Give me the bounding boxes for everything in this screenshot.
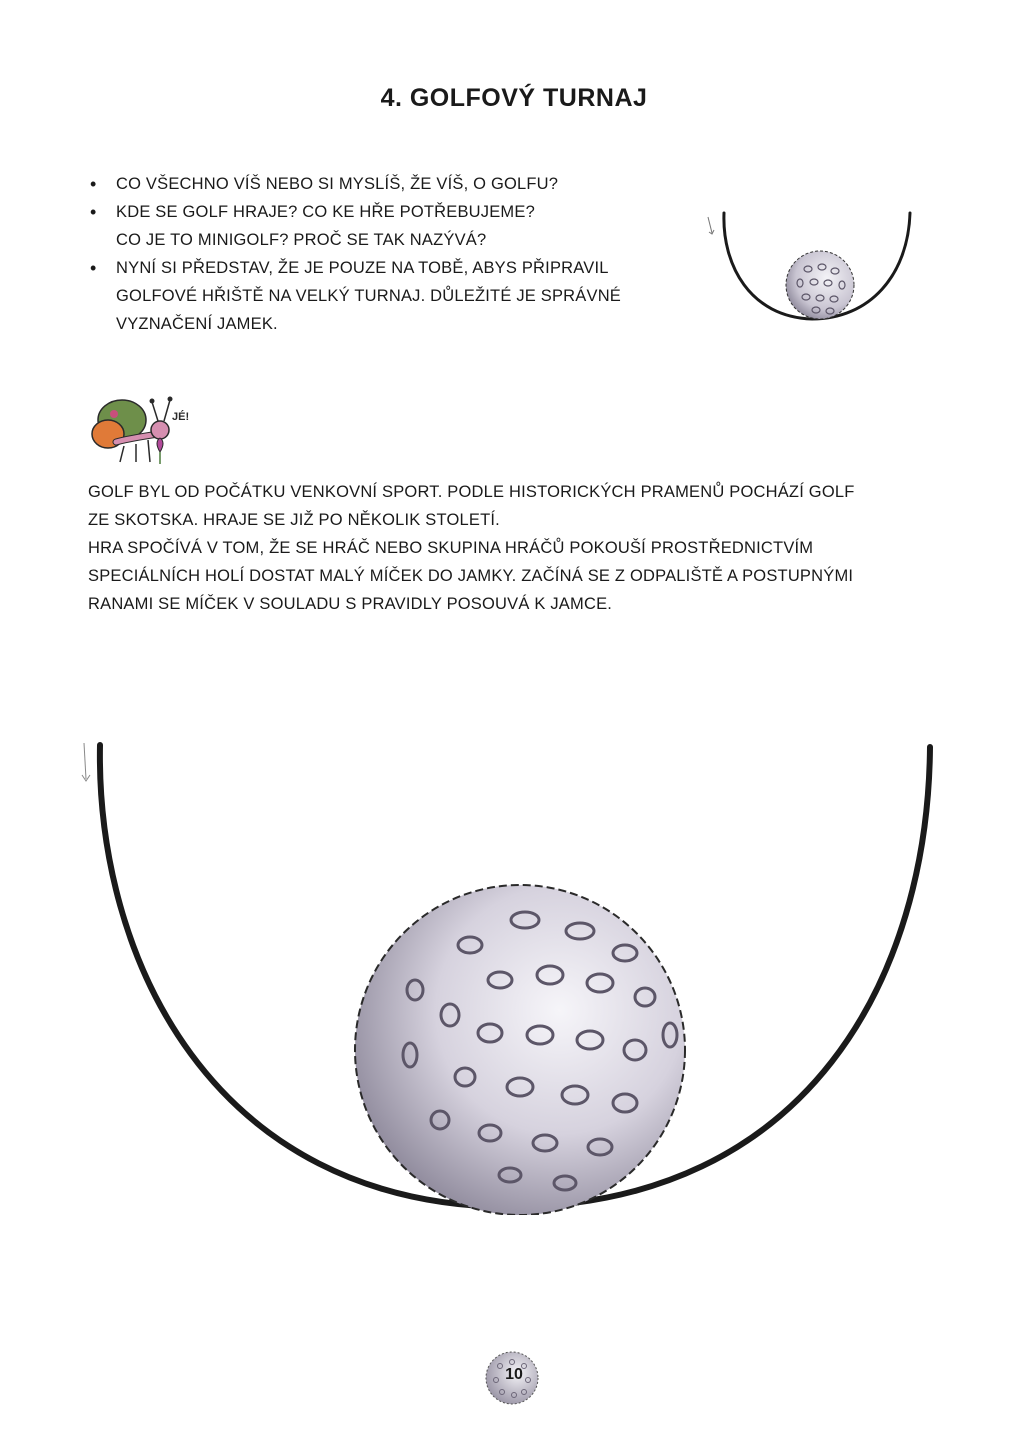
question-item (88, 198, 688, 254)
mascot-exclamation: JÉ! (172, 411, 190, 423)
golf-hole-small-icon (700, 205, 920, 330)
page-number: 10 (505, 1366, 523, 1383)
question-line: • CO VŠECHNO VÍŠ NEBO SI MYSLÍŠ, ŽE VÍŠ, O GOLFU? (116, 175, 559, 193)
info-line: HRA SPOČÍVÁ V TOM, ŽE SE HRÁČ NEBO SKUPINA HRÁČŮ POKOUŠÍ PROSTŘEDNICTVÍM (88, 539, 814, 557)
butterfly-mascot-icon (86, 390, 196, 470)
question-line: • NYNÍ SI PŘEDSTAV, ŽE JE POUZE NA TOBĚ, ABYS PŘIPRAVIL (116, 259, 609, 277)
info-line: GOLF BYL OD POČÁTKU VENKOVNÍ SPORT. PODLE HISTORICKÝCH PRAMENŮ POCHÁZÍ GOLF (88, 483, 855, 501)
question-item (88, 170, 688, 198)
question-line: CO JE TO MINIGOLF? PROČ SE TAK NAZÝVÁ? (116, 231, 487, 249)
page-title: 4. GOLFOVÝ TURNAJ (380, 84, 648, 112)
golf-hole-large-icon (70, 735, 950, 1215)
info-paragraph (88, 478, 968, 618)
question-list (88, 170, 688, 338)
info-line: ZE SKOTSKA. HRAJE SE JIŽ PO NĚKOLIK STOLETÍ. (88, 511, 500, 529)
info-line: SPECIÁLNÍCH HOLÍ DOSTAT MALÝ MÍČEK DO JAMKY. ZAČÍNÁ SE Z ODPALIŠTĚ A POSTUPNÝMI (88, 567, 854, 585)
question-line: VYZNAČENÍ JAMEK. (116, 315, 278, 333)
question-line: • KDE SE GOLF HRAJE? CO KE HŘE POTŘEBUJEME? (116, 203, 535, 221)
question-line: GOLFOVÉ HŘIŠTĚ NA VELKÝ TURNAJ. DŮLEŽITÉ JE SPRÁVNÉ (116, 287, 622, 305)
question-item (88, 254, 688, 338)
info-line: RANAMI SE MÍČEK V SOULADU S PRAVIDLY POSOUVÁ K JAMCE. (88, 595, 613, 613)
